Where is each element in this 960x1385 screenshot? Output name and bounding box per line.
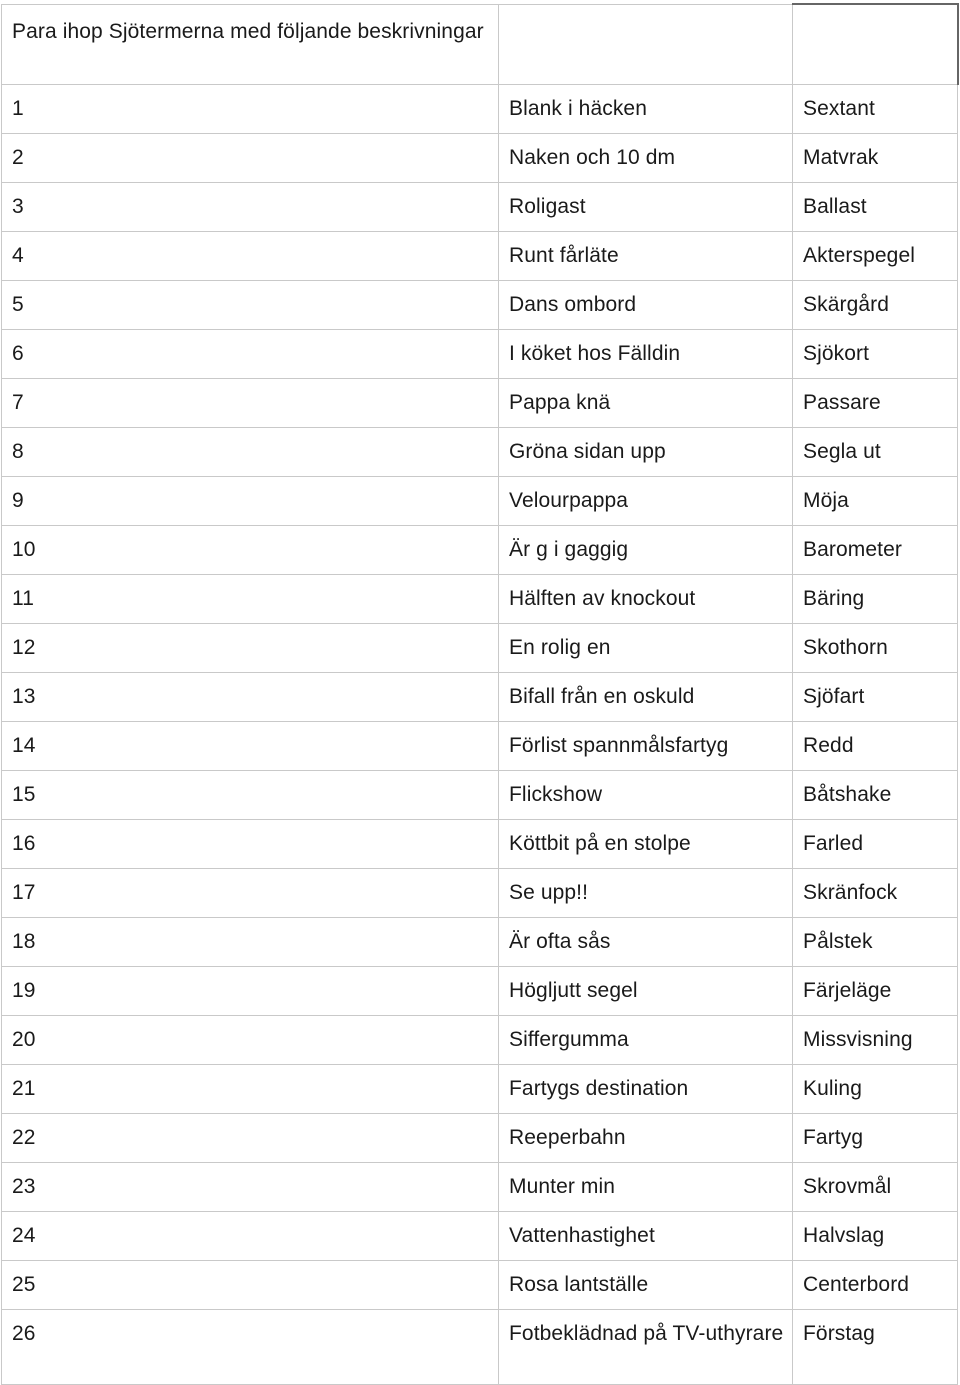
table-row bbox=[2, 330, 958, 379]
table-row bbox=[2, 281, 958, 330]
table-row bbox=[2, 820, 958, 869]
table-row bbox=[2, 624, 958, 673]
table-row bbox=[2, 379, 958, 428]
row-term: Sextant bbox=[793, 85, 958, 134]
row-term: Skothorn bbox=[793, 624, 958, 673]
row-description: Pappa knä bbox=[499, 379, 793, 428]
row-description: Naken och 10 dm bbox=[499, 134, 793, 183]
row-description: Blank i häcken bbox=[499, 85, 793, 134]
table-title: Para ihop Sjötermerna med följande beskrivningar bbox=[2, 4, 499, 85]
row-term: Båtshake bbox=[793, 771, 958, 820]
table-row bbox=[2, 526, 958, 575]
table-header-row bbox=[2, 4, 958, 85]
row-term: Passare bbox=[793, 379, 958, 428]
row-term: Skränfock bbox=[793, 869, 958, 918]
row-term: Missvisning bbox=[793, 1016, 958, 1065]
row-number: 14 bbox=[2, 722, 499, 771]
row-term: Skrovmål bbox=[793, 1163, 958, 1212]
table-row bbox=[2, 1016, 958, 1065]
row-number: 9 bbox=[2, 477, 499, 526]
row-description: Dans ombord bbox=[499, 281, 793, 330]
header-blank-cell bbox=[793, 4, 958, 85]
row-number: 19 bbox=[2, 967, 499, 1016]
row-description: Fotbeklädnad på TV-uthyrare bbox=[499, 1310, 793, 1385]
row-term: Sjökort bbox=[793, 330, 958, 379]
row-number: 1 bbox=[2, 85, 499, 134]
row-description: Runt fårläte bbox=[499, 232, 793, 281]
table-row bbox=[2, 183, 958, 232]
row-term: Halvslag bbox=[793, 1212, 958, 1261]
row-description: Bifall från en oskuld bbox=[499, 673, 793, 722]
row-number: 18 bbox=[2, 918, 499, 967]
row-term: Förstag bbox=[793, 1310, 958, 1385]
row-term: Fartyg bbox=[793, 1114, 958, 1163]
row-number: 26 bbox=[2, 1310, 499, 1385]
row-term: Akterspegel bbox=[793, 232, 958, 281]
row-term: Möja bbox=[793, 477, 958, 526]
quiz-table bbox=[1, 3, 959, 1385]
row-description: Vattenhastighet bbox=[499, 1212, 793, 1261]
row-term: Segla ut bbox=[793, 428, 958, 477]
row-term: Skärgård bbox=[793, 281, 958, 330]
table-row bbox=[2, 918, 958, 967]
row-description: En rolig en bbox=[499, 624, 793, 673]
row-term: Redd bbox=[793, 722, 958, 771]
row-number: 6 bbox=[2, 330, 499, 379]
row-description: Är ofta sås bbox=[499, 918, 793, 967]
row-description: Fartygs destination bbox=[499, 1065, 793, 1114]
row-number: 11 bbox=[2, 575, 499, 624]
table-row bbox=[2, 232, 958, 281]
table-row bbox=[2, 1163, 958, 1212]
row-description: Rosa lantställe bbox=[499, 1261, 793, 1310]
row-description: Velourpappa bbox=[499, 477, 793, 526]
row-term: Pålstek bbox=[793, 918, 958, 967]
table-row bbox=[2, 428, 958, 477]
row-term: Farled bbox=[793, 820, 958, 869]
row-description: I köket hos Fälldin bbox=[499, 330, 793, 379]
row-term: Färjeläge bbox=[793, 967, 958, 1016]
row-number: 5 bbox=[2, 281, 499, 330]
row-number: 23 bbox=[2, 1163, 499, 1212]
row-number: 25 bbox=[2, 1261, 499, 1310]
table-row bbox=[2, 575, 958, 624]
row-description: Hälften av knockout bbox=[499, 575, 793, 624]
row-term: Centerbord bbox=[793, 1261, 958, 1310]
row-description: Högljutt segel bbox=[499, 967, 793, 1016]
table-row bbox=[2, 967, 958, 1016]
row-number: 15 bbox=[2, 771, 499, 820]
row-term: Barometer bbox=[793, 526, 958, 575]
row-number: 21 bbox=[2, 1065, 499, 1114]
header-blank-cell bbox=[499, 4, 793, 85]
table-row bbox=[2, 1310, 958, 1385]
row-description: Reeperbahn bbox=[499, 1114, 793, 1163]
row-term: Bäring bbox=[793, 575, 958, 624]
row-description: Förlist spannmålsfartyg bbox=[499, 722, 793, 771]
row-term: Sjöfart bbox=[793, 673, 958, 722]
row-description: Munter min bbox=[499, 1163, 793, 1212]
row-number: 2 bbox=[2, 134, 499, 183]
table-row bbox=[2, 1261, 958, 1310]
table-row bbox=[2, 1065, 958, 1114]
table-row bbox=[2, 771, 958, 820]
row-term: Ballast bbox=[793, 183, 958, 232]
row-number: 3 bbox=[2, 183, 499, 232]
row-number: 24 bbox=[2, 1212, 499, 1261]
table-row bbox=[2, 722, 958, 771]
table-row bbox=[2, 869, 958, 918]
row-number: 22 bbox=[2, 1114, 499, 1163]
table-row bbox=[2, 1114, 958, 1163]
table-row bbox=[2, 134, 958, 183]
table-row bbox=[2, 673, 958, 722]
row-term: Kuling bbox=[793, 1065, 958, 1114]
row-number: 13 bbox=[2, 673, 499, 722]
row-number: 4 bbox=[2, 232, 499, 281]
row-description: Roligast bbox=[499, 183, 793, 232]
row-number: 10 bbox=[2, 526, 499, 575]
row-number: 16 bbox=[2, 820, 499, 869]
row-term: Matvrak bbox=[793, 134, 958, 183]
row-description: Gröna sidan upp bbox=[499, 428, 793, 477]
row-number: 7 bbox=[2, 379, 499, 428]
table-row bbox=[2, 1212, 958, 1261]
row-number: 8 bbox=[2, 428, 499, 477]
row-description: Är g i gaggig bbox=[499, 526, 793, 575]
row-number: 20 bbox=[2, 1016, 499, 1065]
row-description: Siffergumma bbox=[499, 1016, 793, 1065]
table-row bbox=[2, 477, 958, 526]
table-row bbox=[2, 85, 958, 134]
quiz-table-container bbox=[1, 3, 957, 1385]
row-description: Köttbit på en stolpe bbox=[499, 820, 793, 869]
row-number: 17 bbox=[2, 869, 499, 918]
row-description: Flickshow bbox=[499, 771, 793, 820]
row-description: Se upp!! bbox=[499, 869, 793, 918]
row-number: 12 bbox=[2, 624, 499, 673]
